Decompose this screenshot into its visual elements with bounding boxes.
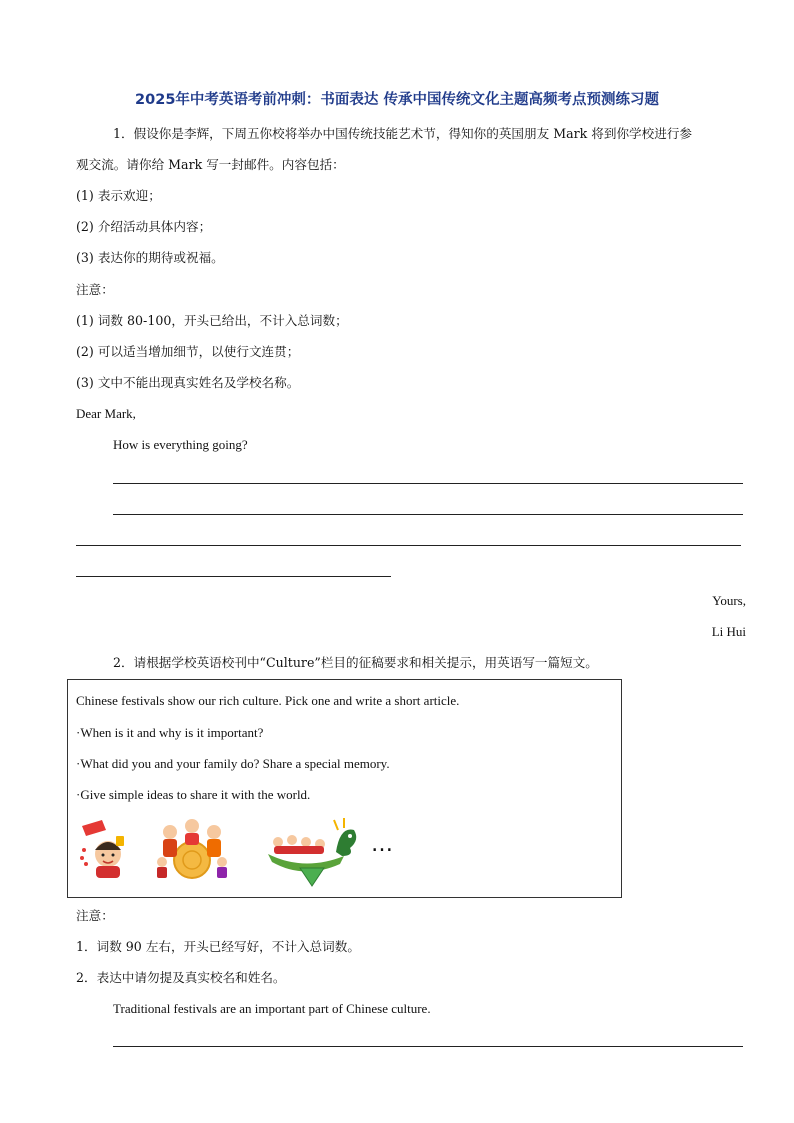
page-title: 2025年中考英语考前冲刺：书面表达 传承中国传统文化主题高频考点预测练习题 [135, 92, 659, 108]
q1-stem-line2: 观交流。请你给 Mark 写一封邮件。内容包括： [76, 157, 345, 172]
q1-point-3: (3) 表达你的期待或祝福。 [76, 250, 224, 265]
q1-signature: Li Hui [711, 624, 746, 639]
q1-point-2: (2) 介绍活动具体内容； [76, 219, 212, 234]
q2-box-item-3: ·Give simple ideas to share it with the world. [76, 787, 311, 802]
mid-autumn-family-illustration [152, 814, 232, 882]
q1-opening: How is everything going? [113, 437, 248, 452]
q1-answer-line-3[interactable] [76, 545, 741, 546]
q1-point-1: (1) 表示欢迎； [76, 188, 161, 203]
q2-box-item-1: ·When is it and why is it important? [76, 725, 264, 740]
q1-greeting: Dear Mark, [76, 406, 136, 421]
q1-answer-line-4[interactable] [76, 576, 391, 577]
q1-answer-line-1[interactable] [113, 483, 743, 484]
q2-box-intro: Chinese festivals show our rich culture. Pick one and write a short article. [76, 693, 460, 708]
q2-opening: Traditional festivals are an important part of Chinese culture. [113, 1001, 431, 1016]
q2-note-label: 注意： [76, 908, 114, 923]
q2-prompt-box [67, 679, 622, 898]
q1-note-label: 注意： [76, 282, 114, 297]
q2-stem: 2．请根据学校英语校刊中“Culture”栏目的征稿要求和相关提示，用英语写一篇短文。 [113, 655, 598, 670]
q2-box-ellipsis: … [371, 832, 396, 857]
q1-answer-line-2[interactable] [113, 514, 743, 515]
q1-note-3: (3) 文中不能出现真实姓名及学校名称。 [76, 375, 300, 390]
q2-note-2: 2．表达中请勿提及真实校名和姓名。 [76, 970, 286, 985]
q2-box-item-2: ·What did you and your family do? Share a special memory. [76, 756, 390, 771]
q1-closing: Yours, [712, 593, 746, 608]
q1-note-1: (1) 词数 80-100，开头已给出，不计入总词数； [76, 313, 348, 328]
q1-note-2: (2) 可以适当增加细节，以使行文连贯； [76, 344, 300, 359]
q1-stem-line1: 1．假设你是李辉，下周五你校将举办中国传统技能艺术节，得知你的英国朋友 Mark 将到你学校进行参 [113, 126, 693, 141]
spring-festival-child-illustration [76, 816, 132, 880]
q2-answer-line-1[interactable] [113, 1046, 743, 1047]
q2-note-1: 1．词数 90 左右，开头已经写好，不计入总词数。 [76, 939, 360, 954]
dragon-boat-festival-illustration [264, 816, 362, 888]
